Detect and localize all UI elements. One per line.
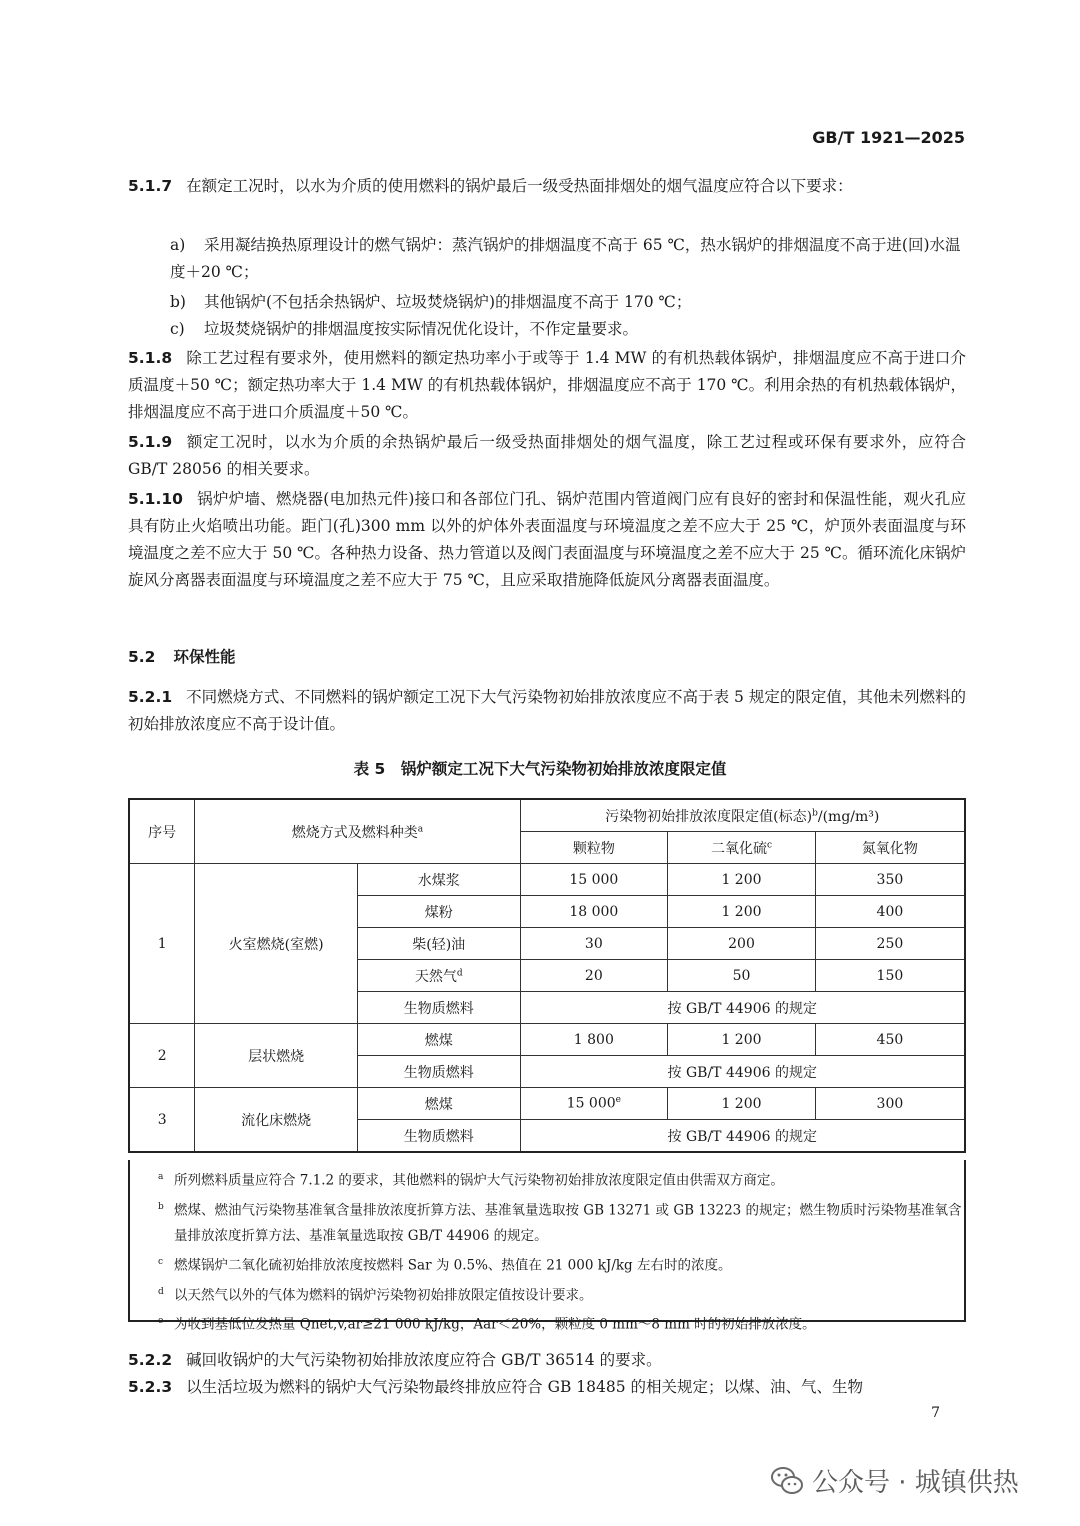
pm-value: 30 [520, 928, 668, 960]
pm-value: 15 000e [520, 1088, 668, 1120]
section-number: 5.2 [128, 648, 156, 666]
table-row [129, 864, 965, 896]
list-label: b) [170, 293, 186, 311]
combustion-mode: 层状燃烧 [195, 1024, 358, 1088]
note-c: $^c$ 燃煤锅炉二氧化硫初始排放浓度按燃料 Sar 为 0.5%、热值在 21 000 kJ/kg 左右时的浓度。 [158, 1257, 732, 1274]
header-no: 序号 [129, 799, 195, 864]
nox-value: 250 [815, 928, 965, 960]
fuel-type: 生物质燃料 [357, 1120, 520, 1153]
clause-number: 5.1.9 [128, 433, 173, 451]
clause-5-1-7 [128, 173, 966, 200]
so2-value: 1 200 [668, 864, 816, 896]
combustion-mode: 流化床燃烧 [195, 1088, 358, 1153]
table-row [129, 1024, 965, 1056]
list-item-c [170, 316, 966, 343]
header-so2: 二氧化硫$^c$ [668, 832, 816, 864]
nox-value: 400 [815, 896, 965, 928]
clause-5-1-8 [128, 345, 966, 426]
clause-5-1-9 [128, 429, 966, 483]
clause-text: 在额定工况时，以水为介质的使用燃料的锅炉最后一级受热面排烟处的烟气温度应符合以下要求： [186, 177, 853, 195]
pm-value: 20 [520, 960, 668, 992]
watermark [770, 1462, 1019, 1499]
row-number: 3 [129, 1088, 195, 1153]
note-b: $^b$ 燃煤、燃油气污染物基准氧含量排放浓度折算方法、基准氧量选取按 GB 13271 或 GB 13223 的规定；燃生物质时污染物基准氧含量排放浓度折算方法、基准氧量选取按 GB/T 44906 的规定。 [158, 1201, 962, 1244]
section-heading [128, 645, 235, 667]
clause-number: 5.1.8 [128, 349, 173, 367]
clause-number: 5.2.1 [128, 688, 173, 706]
pm-value: 15 000 [520, 864, 668, 896]
table-notes [128, 1160, 966, 1333]
fuel-type: 燃煤 [357, 1088, 520, 1120]
section-title: 环保性能 [173, 648, 236, 666]
clause-text: 不同燃烧方式、不同燃料的锅炉额定工况下大气污染物初始排放浓度应不高于表 5 规定的限定值，其他未列燃料的初始排放浓度应不高于设计值。 [128, 688, 966, 733]
list-label: a) [170, 236, 186, 254]
so2-value: 50 [668, 960, 816, 992]
list-text: 采用凝结换热原理设计的燃气锅炉：蒸汽锅炉的排烟温度不高于 65 ℃，热水锅炉的排烟温度不高于进(回)水温度＋20 ℃； [170, 236, 961, 281]
clause-number: 5.1.10 [128, 490, 183, 508]
watermark-text: 公众号 · 城镇供热 [812, 1468, 1019, 1498]
fuel-type: 生物质燃料 [357, 1056, 520, 1088]
header-particulate: 颗粒物 [520, 832, 668, 864]
header-nox: 氮氧化物 [815, 832, 965, 864]
merged-reference: 按 GB/T 44906 的规定 [520, 1056, 965, 1088]
nox-value: 450 [815, 1024, 965, 1056]
header-concentration: 污染物初始排放浓度限定值(标态)$^b$/(mg/m³) [520, 799, 965, 832]
row-number: 2 [129, 1024, 195, 1088]
nox-value: 300 [815, 1088, 965, 1120]
list-text: 其他锅炉(不包括余热锅炉、垃圾焚烧锅炉)的排烟温度不高于 170 ℃； [204, 293, 692, 311]
row-number: 1 [129, 864, 195, 1024]
clause-text: 除工艺过程有要求外，使用燃料的额定热功率小于或等于 1.4 MW 的有机热载体锅炉，排烟温度应不高于进口介质温度＋50 ℃；额定热功率大于 1.4 MW 的有机热载体锅炉，排烟温度应不高于 170 ℃。利用余热的有机热载体锅炉，排烟温度应不高于进口介质温度＋50 ℃。 [128, 349, 966, 421]
merged-reference: 按 GB/T 44906 的规定 [520, 1120, 965, 1153]
merged-reference: 按 GB/T 44906 的规定 [520, 992, 965, 1024]
table-caption: 表 5 锅炉额定工况下大气污染物初始排放浓度限定值 [353, 760, 727, 778]
clause-number: 5.2.2 [128, 1351, 173, 1369]
clause-text: 锅炉炉墙、燃烧器(电加热元件)接口和各部位门孔、锅炉范围内管道阀门应有良好的密封和保温性能，观火孔应具有防止火焰喷出功能。距门(孔)300 mm 以外的炉体外表面温度与环境温度之差不应大于 25 ℃，炉顶外表面温度与环境温度之差不应大于 50 ℃。各种热力设备、热力管道以及阀门表面温度与环境温度之差不应大于 25 ℃。循环流化床锅炉旋风分离器表面温度与环境温度之差不应大于 75 ℃，且应采取措施降低旋风分离器表面温度。 [128, 490, 966, 589]
combustion-mode: 火室燃烧(室燃) [195, 864, 358, 1024]
fuel-type: 柴(轻)油 [357, 928, 520, 960]
clause-text: 额定工况时，以水为介质的余热锅炉最后一级受热面排烟处的烟气温度，除工艺过程或环保有要求外，应符合 GB/T 28056 的相关要求。 [128, 433, 966, 478]
emission-limits-table [128, 798, 966, 1153]
list-label: c) [170, 320, 185, 338]
header-combustion-mode: 燃烧方式及燃料种类$^a$ [195, 799, 520, 864]
clause-text: 碱回收锅炉的大气污染物初始排放浓度应符合 GB/T 36514 的要求。 [186, 1351, 662, 1369]
fuel-type: 水煤浆 [357, 864, 520, 896]
list-item-b [170, 289, 966, 316]
fuel-type: 燃煤 [357, 1024, 520, 1056]
note-d: $^d$ 以天然气以外的气体为燃料的锅炉污染物初始排放限定值按设计要求。 [158, 1286, 593, 1303]
fuel-type: 天然气$^d$ [357, 960, 520, 992]
so2-value: 1 200 [668, 1088, 816, 1120]
note-e: $^e$ 为收到基低位发热量 Qnet,v,ar≥21 000 kJ/kg，Aar＜20%，颗粒度 0 mm～8 mm 时的初始排放浓度。 [158, 1316, 816, 1333]
clause-5-2-2 [128, 1347, 966, 1374]
clause-5-1-10 [128, 486, 966, 594]
page-number: 7 [931, 1405, 940, 1421]
table-row [129, 1088, 965, 1120]
clause-number: 5.2.3 [128, 1378, 173, 1396]
so2-value: 1 200 [668, 896, 816, 928]
fuel-type: 生物质燃料 [357, 992, 520, 1024]
document-code: GB/T 1921—2025 [812, 128, 965, 147]
so2-value: 200 [668, 928, 816, 960]
nox-value: 350 [815, 864, 965, 896]
nox-value: 150 [815, 960, 965, 992]
list-item-a [170, 232, 966, 286]
note-a: $^a$ 所列燃料质量应符合 7.1.2 的要求，其他燃料的锅炉大气污染物初始排放浓度限定值由供需双方商定。 [158, 1172, 784, 1189]
clause-5-2-3 [128, 1374, 966, 1401]
fuel-type: 煤粉 [357, 896, 520, 928]
list-text: 垃圾焚烧锅炉的排烟温度按实际情况优化设计，不作定量要求。 [204, 320, 639, 338]
wechat-icon [770, 1464, 804, 1498]
clause-5-2-1 [128, 684, 966, 738]
pm-value: 18 000 [520, 896, 668, 928]
pm-value: 1 800 [520, 1024, 668, 1056]
clause-text: 以生活垃圾为燃料的锅炉大气污染物最终排放应符合 GB 18485 的相关规定；以煤、油、气、生物 [186, 1378, 864, 1396]
clause-number: 5.1.7 [128, 177, 173, 195]
so2-value: 1 200 [668, 1024, 816, 1056]
